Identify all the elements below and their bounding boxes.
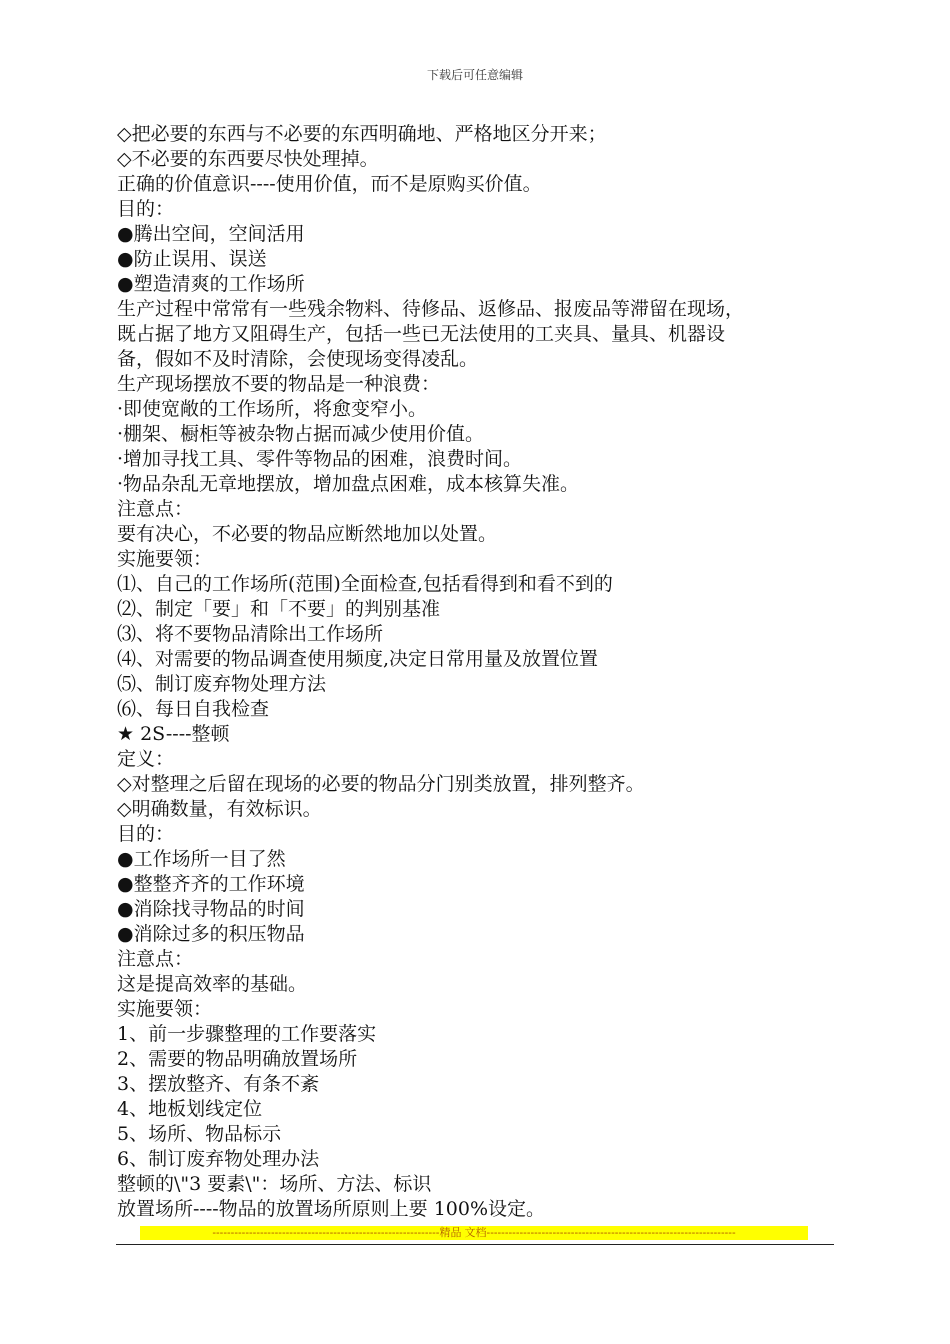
text-line: 定义： bbox=[117, 748, 175, 770]
text-line: ●整整齐齐的工作环境 bbox=[117, 873, 305, 895]
text-line: ●腾出空间，空间活用 bbox=[117, 223, 305, 245]
text-line: 放置场所----物品的放置场所原则上要 100%设定。 bbox=[117, 1198, 546, 1220]
text-line: ·增加寻找工具、零件等物品的困难，浪费时间。 bbox=[117, 448, 523, 470]
text-line: ⑸、制订废弃物处理方法 bbox=[117, 673, 327, 695]
text-line: ·棚架、橱柜等被杂物占据而减少使用价值。 bbox=[117, 423, 485, 445]
section-heading: ★ 2S----整顿 bbox=[117, 723, 230, 745]
text-line: 备，假如不及时清除，会使现场变得凌乱。 bbox=[117, 348, 479, 370]
text-line: 5、场所、物品标示 bbox=[117, 1123, 282, 1145]
footer-divider bbox=[116, 1244, 834, 1245]
text-line: 3、摆放整齐、有条不紊 bbox=[117, 1073, 320, 1095]
text-line: ◇明确数量，有效标识。 bbox=[117, 798, 322, 820]
text-line: 实施要领： bbox=[117, 998, 213, 1020]
text-line: ◇不必要的东西要尽快处理掉。 bbox=[117, 148, 379, 170]
text-line: ◇对整理之后留在现场的必要的物品分门别类放置，排列整齐。 bbox=[117, 773, 645, 795]
text-line: 4、地板划线定位 bbox=[117, 1098, 263, 1120]
text-line: 要有决心，不必要的物品应断然地加以处置。 bbox=[117, 523, 498, 545]
text-line: 注意点： bbox=[117, 948, 194, 970]
text-line: ⑴、自己的工作场所(范围)全面检查,包括看得到和看不到的 bbox=[117, 573, 613, 595]
text-line: ●消除过多的积压物品 bbox=[117, 923, 305, 945]
text-line: ·物品杂乱无章地摆放，增加盘点困难，成本核算失准。 bbox=[117, 473, 580, 495]
text-line: ⑷、对需要的物品调查使用频度,决定日常用量及放置位置 bbox=[117, 648, 599, 670]
text-line: 生产现场摆放不要的物品是一种浪费： bbox=[117, 373, 441, 395]
text-line: 既占据了地方又阻碍生产，包括一些已无法使用的工夹具、量具、机器设 bbox=[117, 323, 726, 345]
text-line: 注意点： bbox=[117, 498, 194, 520]
text-line: ·即使宽敞的工作场所，将愈变窄小。 bbox=[117, 398, 428, 420]
text-line: ●工作场所一目了然 bbox=[117, 848, 286, 870]
text-line: 整顿的\"3 要素\"：场所、方法、标识 bbox=[117, 1173, 432, 1195]
page-header: 下载后可任意编辑 bbox=[426, 68, 523, 82]
text-line: ⑵、制定「要」和「不要」的判别基准 bbox=[117, 598, 441, 620]
text-line: 6、制订废弃物处理办法 bbox=[117, 1148, 320, 1170]
text-line: ◇把必要的东西与不必要的东西明确地、严格地区分开来； bbox=[117, 123, 607, 145]
document-body bbox=[117, 122, 837, 1222]
text-line: ●防止误用、误送 bbox=[117, 248, 267, 270]
text-line: 生产过程中常常有一些残余物料、待修品、返修品、报废品等滞留在现场， bbox=[117, 298, 745, 320]
footer-banner: --------------------------------------------------------------精品 文档-------------------------------------------------------------------- bbox=[140, 1226, 808, 1240]
text-line: 目的： bbox=[117, 198, 175, 220]
text-line: ⑶、将不要物品清除出工作场所 bbox=[117, 623, 384, 645]
text-line: 1、前一步骤整理的工作要落实 bbox=[117, 1023, 377, 1045]
text-line: ●消除找寻物品的时间 bbox=[117, 898, 305, 920]
text-line: 目的： bbox=[117, 823, 175, 845]
text-line: 正确的价值意识----使用价值，而不是原购买价值。 bbox=[117, 173, 542, 195]
text-line: 实施要领： bbox=[117, 548, 213, 570]
text-line: ⑹、每日自我检查 bbox=[117, 698, 270, 720]
text-line: 这是提高效率的基础。 bbox=[117, 973, 308, 995]
text-line: 2、需要的物品明确放置场所 bbox=[117, 1048, 358, 1070]
text-line: ●塑造清爽的工作场所 bbox=[117, 273, 305, 295]
